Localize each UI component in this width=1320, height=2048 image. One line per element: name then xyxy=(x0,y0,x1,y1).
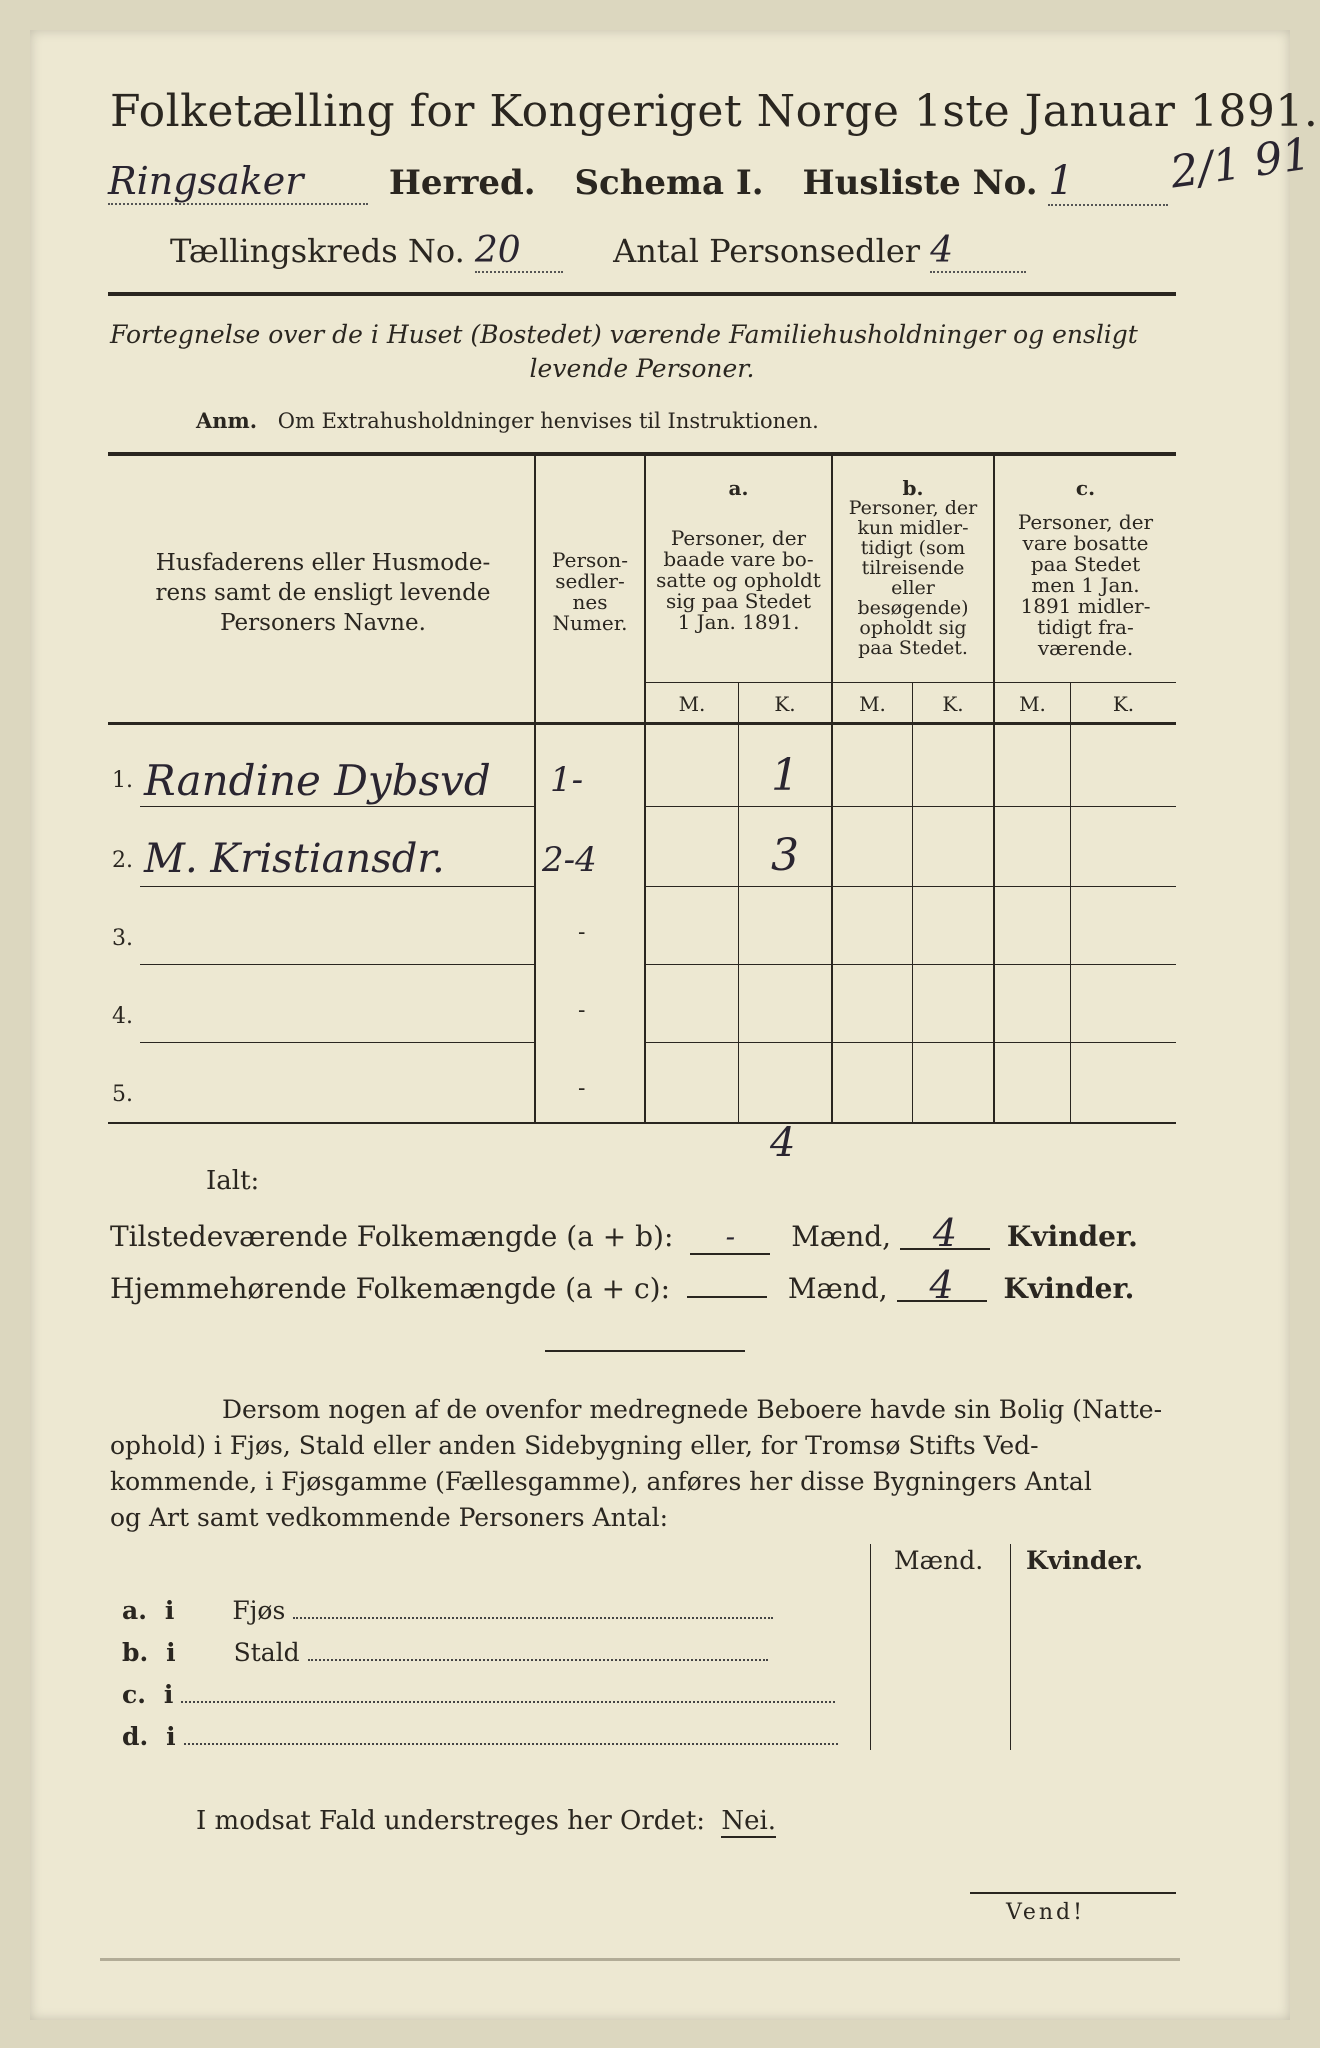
vend-label: Vend! xyxy=(1006,1900,1085,1925)
schema-label: Schema I. xyxy=(574,163,764,203)
hjemme-kvinder: 4 xyxy=(897,1270,987,1302)
col-c-letter: c. xyxy=(1075,476,1096,500)
m-label: M. xyxy=(678,692,706,716)
tilstede-kvinder: 4 xyxy=(900,1218,990,1250)
buildings-divider xyxy=(870,1544,871,1750)
header-rule xyxy=(108,292,1176,296)
building-row-b: b. i Stald xyxy=(122,1638,768,1667)
form-title: Folketælling for Kongeriget Norge 1ste Januar 1891. xyxy=(110,86,1319,137)
anm-text: Om Extrahusholdninger henvises til Instruktionen. xyxy=(277,409,819,433)
kvinder-label: Kvinder. xyxy=(1006,1220,1138,1253)
person-numer: - xyxy=(578,920,586,945)
k-label: K. xyxy=(942,692,964,716)
col-b-header: Personer, der kun midler- tidigt (som tilreisende eller besøgende) opholdt sig paa Stedet. xyxy=(848,497,978,659)
count-a-k: 1 xyxy=(771,750,799,801)
count-a-k: 3 xyxy=(771,830,799,881)
building-row-a: a. i Fjøs xyxy=(122,1596,773,1625)
census-form-page: Folketælling for Kongeriget Norge 1ste Januar 1891. Ringsaker Herred. Schema I. Husliste No. 1 2/1 91 Tællingskreds No. 20 Antal Personsedler 4 Fortegnelse over de i Huset (Bostedet) værende Familiehusholdninger og ensligt levende Personer. Anm. Om Extrahusholdninger henvises til Instruktionen. Husfaderens eller Husmode- rens samt de ensligt levende Personers Navne. Person- sedler- nes Numer. a. Personer, der baade vare bo- satte og opholdt sig paa Stedet 1 Jan. 1891. b. Personer, der kun midler- tidigt (som tilreisende eller besøgende) opholdt sig paa Stedet. c. Personer, der vare bosatte paa Stedet men 1 Jan. 1891 midler- tidigt fra- værende. M. K. M. K. M. K. 1. Randine Dybsvd 1- 1 2. M. Kristiansdr. 2-4 3 3. - 4. - 5. - 4 Ialt: Tilstedeværende Folkemængde (a + b): - Mænd, 4 Kvinder. Hjemmehørende Folkemængde (a + c): Mænd, 4 Kvinder. Dersom nogen af de ovenfor medregnede Beboere havde sin Bolig (Natte- ophold) i Fjøs, Stald eller anden Sidebygning eller, for Tromsø Stifts Ved- kommende, i Fjøsgamme (Fællesgamme), anføres her disse Bygningers Antal og Art samt vedkommende Personers Antal: Mænd. Kvinder. a. i Fjøs b. i Stald c. i d. i I modsat Fald understreges her Ordet: Nei. Vend! xyxy=(30,30,1290,2020)
maend-label: Mænd, xyxy=(787,1272,888,1305)
col-b-letter: b. xyxy=(902,476,924,500)
person-numer: 2-4 xyxy=(542,840,597,880)
vend-rule xyxy=(970,1892,1176,1894)
k-label: K. xyxy=(1112,692,1135,716)
modsat-line: I modsat Fald understreges her Ordet: Nei. xyxy=(196,1806,777,1836)
table-bottom-rule xyxy=(108,1122,1176,1124)
taellingskreds-label: Tællingskreds No. xyxy=(170,232,465,270)
col-a-letter: a. xyxy=(728,476,749,500)
col-a-header: Personer, der baade vare bo- satte og opholdt sig paa Stedet 1 Jan. 1891. xyxy=(656,526,821,634)
mk-rule xyxy=(646,682,1176,683)
tilstede-line xyxy=(110,1211,1138,1255)
col-divider xyxy=(738,682,739,1122)
buildings-maend-header: Mænd. xyxy=(894,1546,984,1575)
maend-label: Mænd, xyxy=(791,1220,892,1253)
buildings-divider xyxy=(1010,1544,1011,1750)
herred-label: Herred. xyxy=(388,163,536,203)
col-c-header: Personer, der vare bosatte paa Stedet men 1 Jan. 1891 midler- tidigt fra- værende. xyxy=(1017,510,1154,660)
person-numer: - xyxy=(578,1076,586,1101)
col-name-header: Husfaderens eller Husmode- rens samt de ensligt levende Personers Navne. xyxy=(155,550,491,636)
building-row-d: d. i xyxy=(122,1722,838,1751)
m-label: M. xyxy=(859,692,886,716)
person-name: Randine Dybsvd xyxy=(144,756,491,805)
buildings-paragraph: Dersom nogen af de ovenfor medregnede Beboere havde sin Bolig (Natte- ophold) i Fjøs, Stald eller anden Sidebygning eller, for Tromsø Stifts Ved- kommende, i Fjøsgamme (Fællesgamme), anføres her disse Bygningers Antal og Art samt vedkommende Personers Antal: xyxy=(110,1395,1163,1532)
tilstede-label: Tilstedeværende Folkemængde (a + b): xyxy=(110,1220,674,1253)
col-num-header: Person- sedler- nes Numer. xyxy=(552,548,628,635)
hjemme-label: Hjemmehørende Folkemængde (a + c): xyxy=(110,1272,670,1305)
person-numer: 1- xyxy=(550,760,584,800)
anm-label: Anm. xyxy=(196,408,258,433)
tilstede-maend: - xyxy=(690,1220,770,1255)
anm-note xyxy=(196,408,819,433)
intro-line-2: levende Personer. xyxy=(529,354,755,383)
intro-line-1: Fortegnelse over de i Huset (Bostedet) værende Familiehusholdninger og ensligt xyxy=(110,320,1138,349)
hjemme-maend xyxy=(687,1296,767,1298)
husliste-value: 1 xyxy=(1048,158,1168,206)
section-divider xyxy=(545,1350,745,1352)
husliste-label: Husliste No. xyxy=(802,163,1038,203)
taellingskreds-value: 20 xyxy=(475,230,563,273)
antal-label: Antal Personsedler xyxy=(613,232,921,270)
person-numer: - xyxy=(578,998,586,1023)
person-name: M. Kristiansdr. xyxy=(144,836,445,882)
taellingskreds-line xyxy=(170,230,1026,273)
ialt-a-k: 4 xyxy=(770,1120,796,1166)
kvinder-label: Kvinder. xyxy=(1003,1272,1135,1305)
table-header-rule xyxy=(108,722,1176,725)
k-label: K. xyxy=(774,692,796,716)
col-divider xyxy=(912,682,913,1122)
bottom-edge-mark xyxy=(100,1958,1180,1961)
col-divider xyxy=(1070,682,1071,1122)
antal-value: 4 xyxy=(930,230,1026,273)
hjemme-line xyxy=(110,1263,1135,1307)
ialt-label: Ialt: xyxy=(206,1166,260,1196)
m-label: M. xyxy=(1019,692,1046,716)
table-top-rule xyxy=(108,452,1176,456)
herred-value: Ringsaker xyxy=(108,159,368,205)
buildings-kvinder-header: Kvinder. xyxy=(1026,1546,1143,1575)
herred-line xyxy=(108,158,1168,206)
building-row-c: c. i xyxy=(122,1680,835,1709)
margin-note: 2/1 91 xyxy=(1167,128,1314,199)
nei-word: Nei. xyxy=(721,1806,777,1836)
